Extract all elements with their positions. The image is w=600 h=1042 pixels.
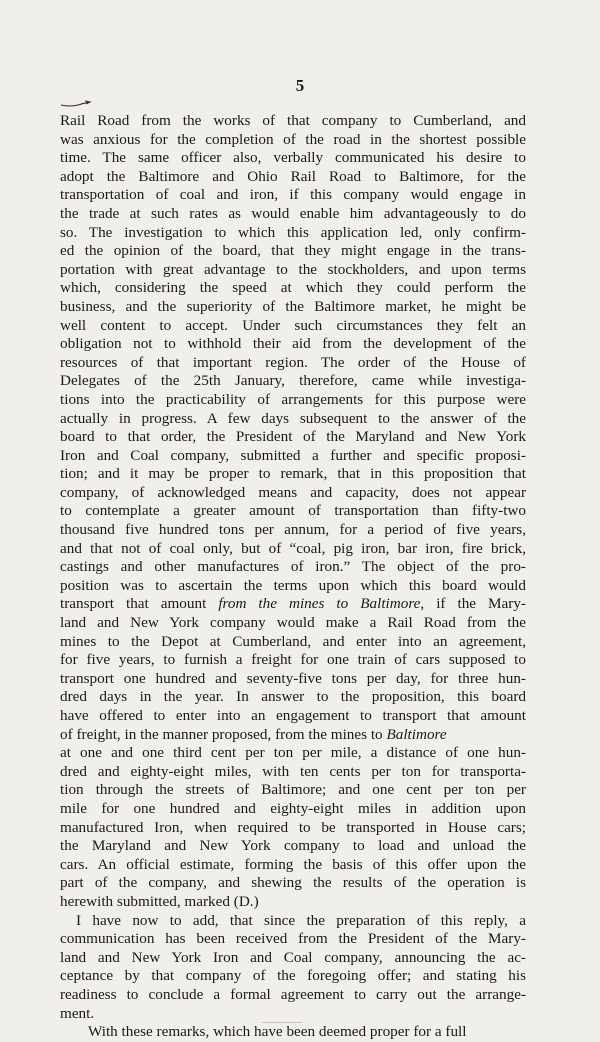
- page-number: 5: [295, 76, 305, 95]
- line-text: Rail Road from the works of that company to Cumberland, and: [60, 112, 526, 129]
- text-line: [60, 242, 526, 261]
- line-text: adopt the Baltimore and Ohio Rail Road to Baltimore, for the: [60, 167, 526, 185]
- text-line: [60, 205, 526, 224]
- line-text: mile for one hundred and eighty-eight miles in addition upon: [60, 799, 526, 817]
- line-text: tion through the streets of Baltimore; and one cent per ton per: [60, 781, 526, 799]
- text-line: [60, 279, 526, 298]
- line-text: so. The investigation to which this application led, only confirm-: [60, 223, 526, 241]
- text-line: [60, 1005, 526, 1024]
- line-text: have offered to enter into an engagement to transport that amount: [60, 707, 526, 724]
- text-line: [60, 335, 526, 354]
- line-text: cars. An official estimate, forming the basis of this offer upon the: [60, 855, 526, 873]
- text-line: [60, 521, 526, 540]
- text-line: [60, 447, 526, 466]
- line-text: which, considering the speed at which they could perform the: [60, 279, 526, 297]
- line-text: transport one hundred and seventy-five tons per day, for three hun-: [60, 669, 526, 687]
- text-line: [60, 595, 526, 614]
- line-text: business, and the superiority of the Baltimore market, he might be: [60, 297, 526, 315]
- text-line: [60, 688, 526, 707]
- line-text: to contemplate a greater amount of transportation than fifty-two: [60, 502, 526, 520]
- line-text: tions into the practicability of arrangements for this purpose were: [60, 390, 526, 408]
- line-text: herewith submitted, marked (D.): [60, 892, 259, 910]
- line-text: transport that amount: [60, 595, 219, 613]
- line-text: dred and eighty-eight miles, with ten cents per ton for transporta-: [60, 762, 526, 780]
- line-text: readiness to conclude a formal agreement to carry out the arrange-: [60, 985, 526, 1003]
- line-text: was anxious for the completion of the road in the shortest possible: [60, 130, 526, 148]
- text-line: [60, 986, 526, 1005]
- line-text: resources of that important region. The order of the House of: [60, 353, 526, 371]
- line-text: board to that order, the President of the Maryland and New York: [60, 428, 526, 446]
- text-line: [60, 874, 526, 893]
- text-line: [60, 707, 526, 726]
- text-line: [60, 224, 526, 243]
- line-text: part of the company, and shewing the results of the operation is: [60, 874, 526, 892]
- line-text: communication has been received from the President of the Mary-: [60, 930, 526, 948]
- text-line: [60, 1023, 526, 1042]
- line-text: Delegates of the 25th January, therefore, came while investiga-: [60, 372, 526, 390]
- footer-rule: [262, 1022, 302, 1023]
- text-line: [60, 800, 526, 819]
- line-text: the Maryland and New York company to load and unload the: [60, 837, 526, 855]
- line-text: ment.: [60, 1004, 95, 1022]
- text-line: [60, 893, 526, 912]
- line-text: thousand five hundred tons per annum, for a period of five years,: [60, 521, 526, 539]
- italic-text: Baltimore: [386, 725, 447, 743]
- text-line: [60, 298, 526, 317]
- text-line: [60, 354, 526, 373]
- text-line: [60, 502, 526, 521]
- line-text: obligation not to withhold their aid from the development of the: [60, 335, 526, 353]
- line-text: Iron and Coal company, submitted a further and specific proposi-: [60, 446, 526, 464]
- text-line: [60, 763, 526, 782]
- line-text: ed the opinion of the board, that they might engage in the trans-: [60, 242, 526, 260]
- line-text: castings and other manufactures of iron.” The object of the pro-: [60, 558, 526, 576]
- text-line: [60, 837, 526, 856]
- line-text: and that not of coal only, but of “coal, pig iron, bar iron, fire brick,: [60, 539, 526, 557]
- text-line: [60, 540, 526, 559]
- text-line: [60, 168, 526, 187]
- line-text: portation with great advantage to the stockholders, and upon terms: [60, 260, 526, 278]
- text-line: [60, 577, 526, 596]
- line-text: tion; and it may be proper to remark, that in this proposition that: [60, 465, 526, 483]
- line-text: land and New York Iron and Coal company, announcing the ac-: [60, 948, 526, 966]
- text-line: [60, 428, 526, 447]
- line-text: dred days in the year. In answer to the proposition, this board: [60, 688, 526, 706]
- body-text: [60, 112, 526, 1042]
- line-text: of freight, in the manner proposed, from the mines to: [60, 725, 387, 743]
- line-text: , if the Mary-: [420, 595, 526, 613]
- line-text: With these remarks, which have been deemed proper for a full: [88, 1023, 467, 1041]
- text-line: [60, 949, 526, 968]
- line-text: transportation of coal and iron, if this company would engage in: [60, 186, 526, 204]
- text-line: [60, 465, 526, 484]
- line-text: the trade at such rates as would enable him advantageously to do: [60, 204, 526, 222]
- text-line: [60, 930, 526, 949]
- text-line: [60, 149, 526, 168]
- text-line: [60, 484, 526, 503]
- text-line: [60, 912, 526, 931]
- line-text: time. The same officer also, verbally communicated his desire to: [60, 149, 526, 167]
- line-text: land and New York company would make a Rail Road from the: [60, 614, 526, 632]
- catchword-flourish-icon: [60, 100, 92, 108]
- text-line: [60, 186, 526, 205]
- line-text: mines to the Depot at Cumberland, and enter into an agreement,: [60, 632, 526, 650]
- text-line: [60, 112, 526, 131]
- text-line: [60, 410, 526, 429]
- line-text: actually in progress. A few days subsequent to the answer of the: [60, 409, 526, 427]
- text-line: [60, 856, 526, 875]
- text-line: [60, 819, 526, 838]
- text-line: [60, 558, 526, 577]
- text-line: [60, 391, 526, 410]
- line-text: at one and one third cent per ton per mile, a distance of one hun-: [60, 744, 526, 762]
- line-text: manufactured Iron, when required to be transported in House cars;: [60, 818, 526, 836]
- italic-text: from the mines to Baltimore: [218, 595, 421, 613]
- text-line: [60, 744, 526, 763]
- text-line: [60, 967, 526, 986]
- text-line: [60, 614, 526, 633]
- text-line: [60, 781, 526, 800]
- line-text: I have now to add, that since the preparation of this reply, a: [76, 911, 526, 929]
- text-line: [60, 726, 526, 745]
- text-line: [60, 317, 526, 336]
- text-line: [60, 651, 526, 670]
- text-line: [60, 261, 526, 280]
- line-text: for five years, to furnish a freight for one train of cars supposed to: [60, 651, 526, 669]
- line-text: company, of acknowledged means and capacity, does not appear: [60, 483, 526, 501]
- text-line: [60, 633, 526, 652]
- line-text: position was to ascertain the terms upon which this board would: [60, 576, 526, 594]
- line-text: ceptance by that company of the foregoing offer; and stating his: [60, 967, 526, 985]
- text-line: [60, 131, 526, 150]
- text-line: [60, 372, 526, 391]
- text-line: [60, 670, 526, 689]
- line-text: well content to accept. Under such circumstances they felt an: [60, 316, 526, 334]
